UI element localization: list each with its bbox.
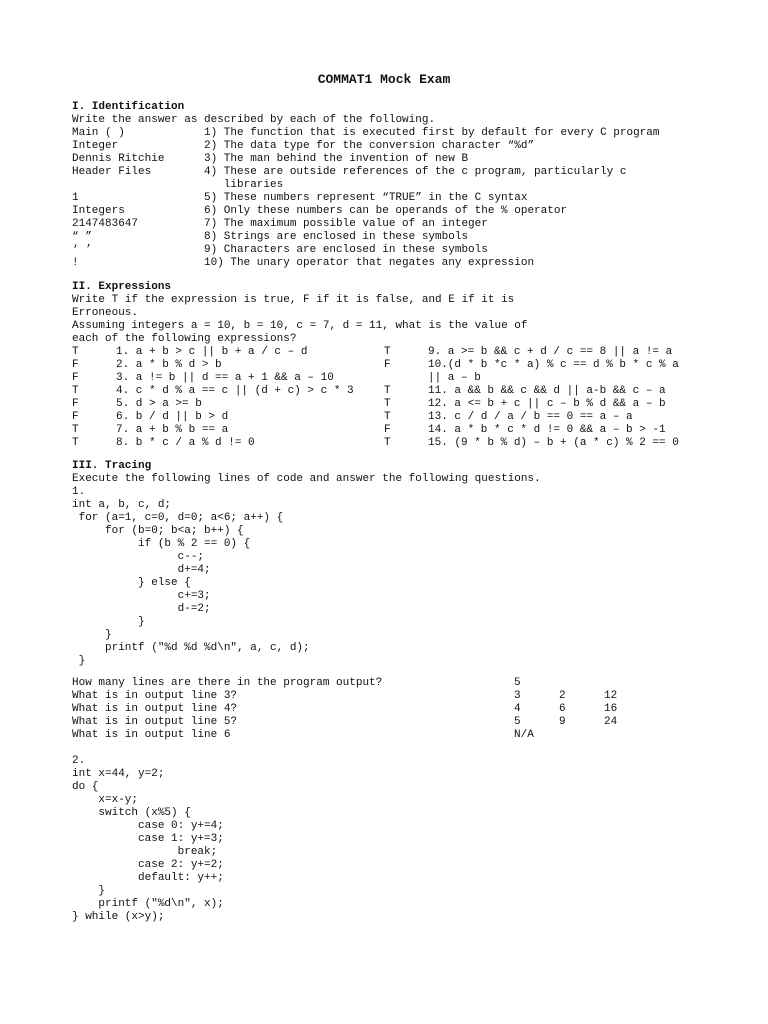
id-item-1: 1) The function that is executed first by default for every C program [204,127,660,139]
expr-answer-3: F [72,372,79,384]
id-item-5: 5) These numbers represent “TRUE” in the C syntax [204,192,528,204]
id-answer-6: Integers [72,205,125,217]
id-item-9: 9) Characters are enclosed in these symbols [204,244,488,256]
id-answer-1: Main ( ) [72,127,125,139]
expr-answer-8: T [72,437,79,449]
id-item-10: 10) The unary operator that negates any expression [204,257,535,269]
id-answer-3: Dennis Ritchie [72,153,165,165]
tracing-instruction: Execute the following lines of code and answer the following questions. [72,473,541,485]
question-5: What is in output line 6 [72,729,231,741]
expr-answer-6: F [72,411,79,423]
expr-answer-2: F [72,359,79,371]
expr-15: 15. (9 * b % d) – b + (a * c) % 2 == 0 [428,437,679,449]
problem-1-label: 1. [72,486,86,498]
id-item-3: 3) The man behind the invention of new B [204,153,469,165]
id-answer-9: ‘ ’ [72,244,92,256]
expr-2: 2. a * b % d > b [116,359,222,371]
id-answer-5: 1 [72,192,79,204]
identification-instruction: Write the answer as described by each of the following. [72,114,436,126]
expressions-instruction-4: each of the following expressions? [72,333,297,345]
expressions-instruction-3: Assuming integers a = 10, b = 10, c = 7, d = 11, what is the value of [72,320,528,332]
answer-2-a: 3 [514,690,521,702]
id-item-7: 7) The maximum possible value of an integer [204,218,488,230]
expr-5: 5. d > a >= b [116,398,202,410]
question-4: What is in output line 5? [72,716,238,728]
id-answer-4: Header Files [72,166,152,178]
answer-1-a: 5 [514,677,521,689]
id-answer-10: ! [72,257,79,269]
expr-9: 9. a >= b && c + d / c == 8 || a != a [428,346,673,358]
answer-3-a: 4 [514,703,521,715]
expr-answer-7: T [72,424,79,436]
answer-4-c: 9 [559,716,566,728]
expr-answer-5: F [72,398,79,410]
code-block-2: int x=44, y=2; do { x=x-y; switch (x%5) { case 0: y+=4; case 1: y+=3; break; case 2: y+=2; default: y++; } printf ("%d\n", x); } while (x>y); [72,768,224,923]
id-answer-2: Integer [72,140,119,152]
answer-3-d: 16 [604,703,618,715]
expr-answer-14: F [384,424,391,436]
expr-13: 13. c / d / a / b == 0 == a – a [428,411,633,423]
id-answer-7: 2147483647 [72,218,139,230]
expr-answer-10: F [384,359,391,371]
expr-6: 6. b / d || b > d [116,411,229,423]
id-item-2: 2) The data type for the conversion character “%d” [204,140,535,152]
problem-2-label: 2. [72,755,86,767]
expr-4: 4. c * d % a == c || (d + c) > c * 3 [116,385,354,397]
id-item-6: 6) Only these numbers can be operands of the % operator [204,205,568,217]
expr-7: 7. a + b % b == a [116,424,229,436]
section-identification-heading: I. Identification [72,101,185,113]
expr-answer-13: T [384,411,391,423]
page-title: COMMAT1 Mock Exam [317,72,451,87]
expressions-instruction-1: Write T if the expression is true, F if it is false, and E if it is [72,294,515,306]
expr-8: 8. b * c / a % d != 0 [116,437,255,449]
id-answer-8: “ ” [72,231,92,243]
section-expressions-heading: II. Expressions [72,281,172,293]
expr-11: 11. a && b && c && d || a-b && c – a [428,385,666,397]
expr-answer-4: T [72,385,79,397]
question-1: How many lines are there in the program output? [72,677,383,689]
answer-5-a: N/A [514,729,534,741]
answer-3-c: 6 [559,703,566,715]
expr-answer-1: T [72,346,79,358]
answer-4-d: 24 [604,716,618,728]
expr-answer-9: T [384,346,391,358]
expr-answer-11: T [384,385,391,397]
expr-answer-12: T [384,398,391,410]
question-3: What is in output line 4? [72,703,238,715]
expressions-instruction-2: Erroneous. [72,307,139,319]
question-2: What is in output line 3? [72,690,238,702]
answer-4-a: 5 [514,716,521,728]
expr-14: 14. a * b * c * d != 0 && a – b > -1 [428,424,666,436]
answer-2-d: 12 [604,690,618,702]
expr-3: 3. a != b || d == a + 1 && a – 10 [116,372,334,384]
id-item-4: 4) These are outside references of the c program, particularly c [204,166,627,178]
id-item-4-cont: libraries [204,179,284,191]
code-block-1: int a, b, c, d; for (a=1, c=0, d=0; a<6; a++) { for (b=0; b<a; b++) { if (b % 2 == 0) { c--; d+=4; } else { c+=3; d-=2; } } printf ("%d %d %d\n", a, c, d); } [72,499,310,667]
id-item-8: 8) Strings are enclosed in these symbols [204,231,469,243]
expr-10: 10.(d * b *c * a) % c == d % b * c % a [428,359,679,371]
expr-answer-15: T [384,437,391,449]
section-tracing-heading: III. Tracing [72,460,152,472]
expr-10-cont: || a – b [428,372,481,384]
answer-2-c: 2 [559,690,566,702]
expr-12: 12. a <= b + c || c – b % d && a – b [428,398,666,410]
expr-1: 1. a + b > c || b + a / c – d [116,346,308,358]
